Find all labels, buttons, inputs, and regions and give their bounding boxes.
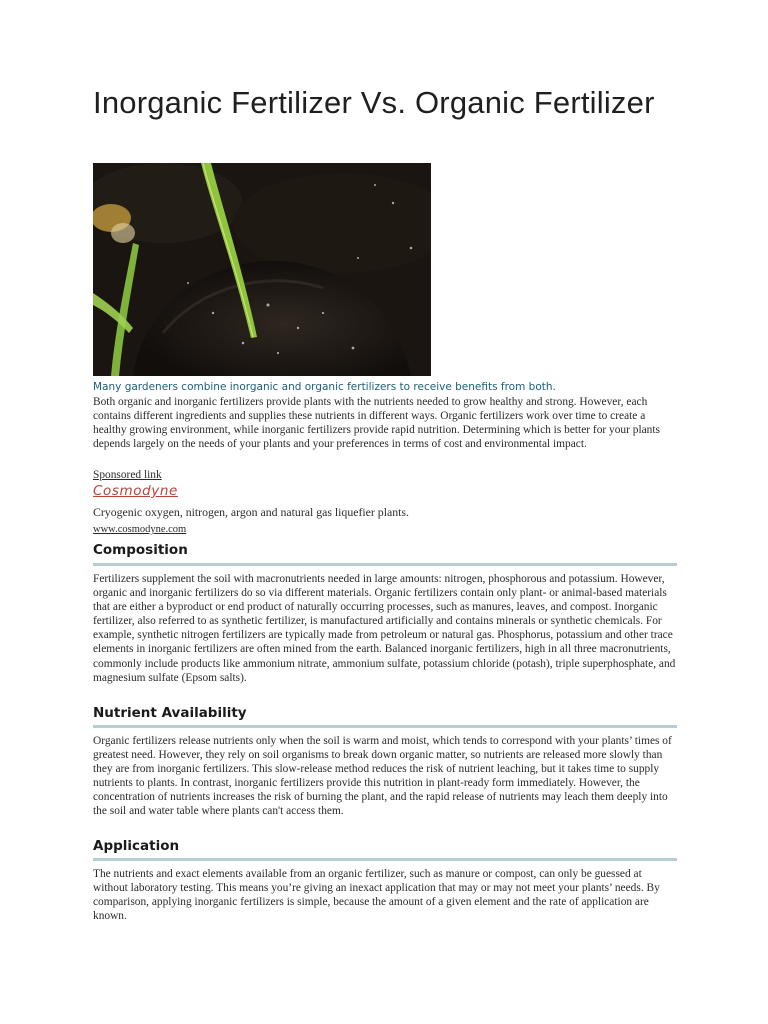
section-heading-nutrient-availability: Nutrient Availability (93, 705, 247, 721)
section-heading-composition: Composition (93, 542, 188, 558)
page-title: Inorganic Fertilizer Vs. Organic Fertilizer (93, 85, 655, 120)
section-divider (93, 563, 677, 566)
sponsored-link-label[interactable]: Sponsored link (93, 469, 162, 481)
intro-paragraph: Both organic and inorganic fertilizers provide plants with the nutrients needed to grow healthy and strong. However, each contains different ingredients and supplies these nutrients in different ways. Organic fertilizers work over time to create a healthy growing environment, while inorganic fertilizers provide rapid nutrition. Determining which is better for your plants depends largely on the needs of your plants and your preferences in terms of cost and environmental impact. (93, 396, 660, 451)
section-body-application: The nutrients and exact elements available from an organic fertilizer, such as manure or compost, can only be guessed at without laboratory testing. This means you’re giving an inexact application that may or may not meet your plants’ needs. By comparison, applying inorganic fertilizers is simple, because the amount of a given element and the rate of application are known. (93, 868, 660, 923)
section-divider (93, 858, 677, 861)
section-divider (93, 725, 677, 728)
sponsored-ad-title-link[interactable]: Cosmodyne (93, 483, 178, 499)
hero-image-graphic (93, 163, 431, 376)
section-heading-application: Application (93, 838, 180, 854)
sponsored-ad-description: Cryogenic oxygen, nitrogen, argon and natural gas liquefier plants. (93, 505, 409, 519)
sponsored-ad-url-link[interactable]: www.cosmodyne.com (93, 524, 187, 535)
image-caption: Many gardeners combine inorganic and organic fertilizers to receive benefits from both. (93, 381, 556, 393)
section-body-nutrient-availability: Organic fertilizers release nutrients only when the soil is warm and moist, which tends to correspond with your plants’ times of greatest need. However, they rely on soil organisms to break down organic matter, so nutrients are released more slowly than they are from inorganic fertilizers. This slow-release method reduces the risk of nutrient leaching, but it takes time to supply nutrients to plants. In contrast, inorganic fertilizers provide this nutrition in plant-ready form immediately. However, the concentration of nutrients increases the risk of burning the plant, and the rapid release of nutrients may leach them deeply into the soil and water table where plants can't access them. (93, 735, 672, 818)
seedling-in-soil-photo (93, 163, 431, 376)
section-body-composition: Fertilizers supplement the soil with macronutrients needed in large amounts: nitrogen, phosphorous and potassium. However, organic and inorganic fertilizers do so via different materials. Organic fertilizers contain only plant- or animal-based materials that are either a byproduct or end product of naturally occurring processes, such as manures, leaves, and compost. Inorganic fertilizer, also referred to as synthetic fertilizer, is manufactured artificially and contains minerals or synthetic chemicals. For example, synthetic nitrogen fertilizers are typically made from petroleum or natural gas. Phosphorus, potassium and other trace elements in inorganic fertilizers are often mined from the earth. Balanced inorganic fertilizers, high in all three macronutrients, commonly include products like ammonium nitrate, ammonium sulfate, potassium chloride (potash), triple superphosphate, and magnesium sulfate (Epsom salts). (93, 573, 676, 684)
